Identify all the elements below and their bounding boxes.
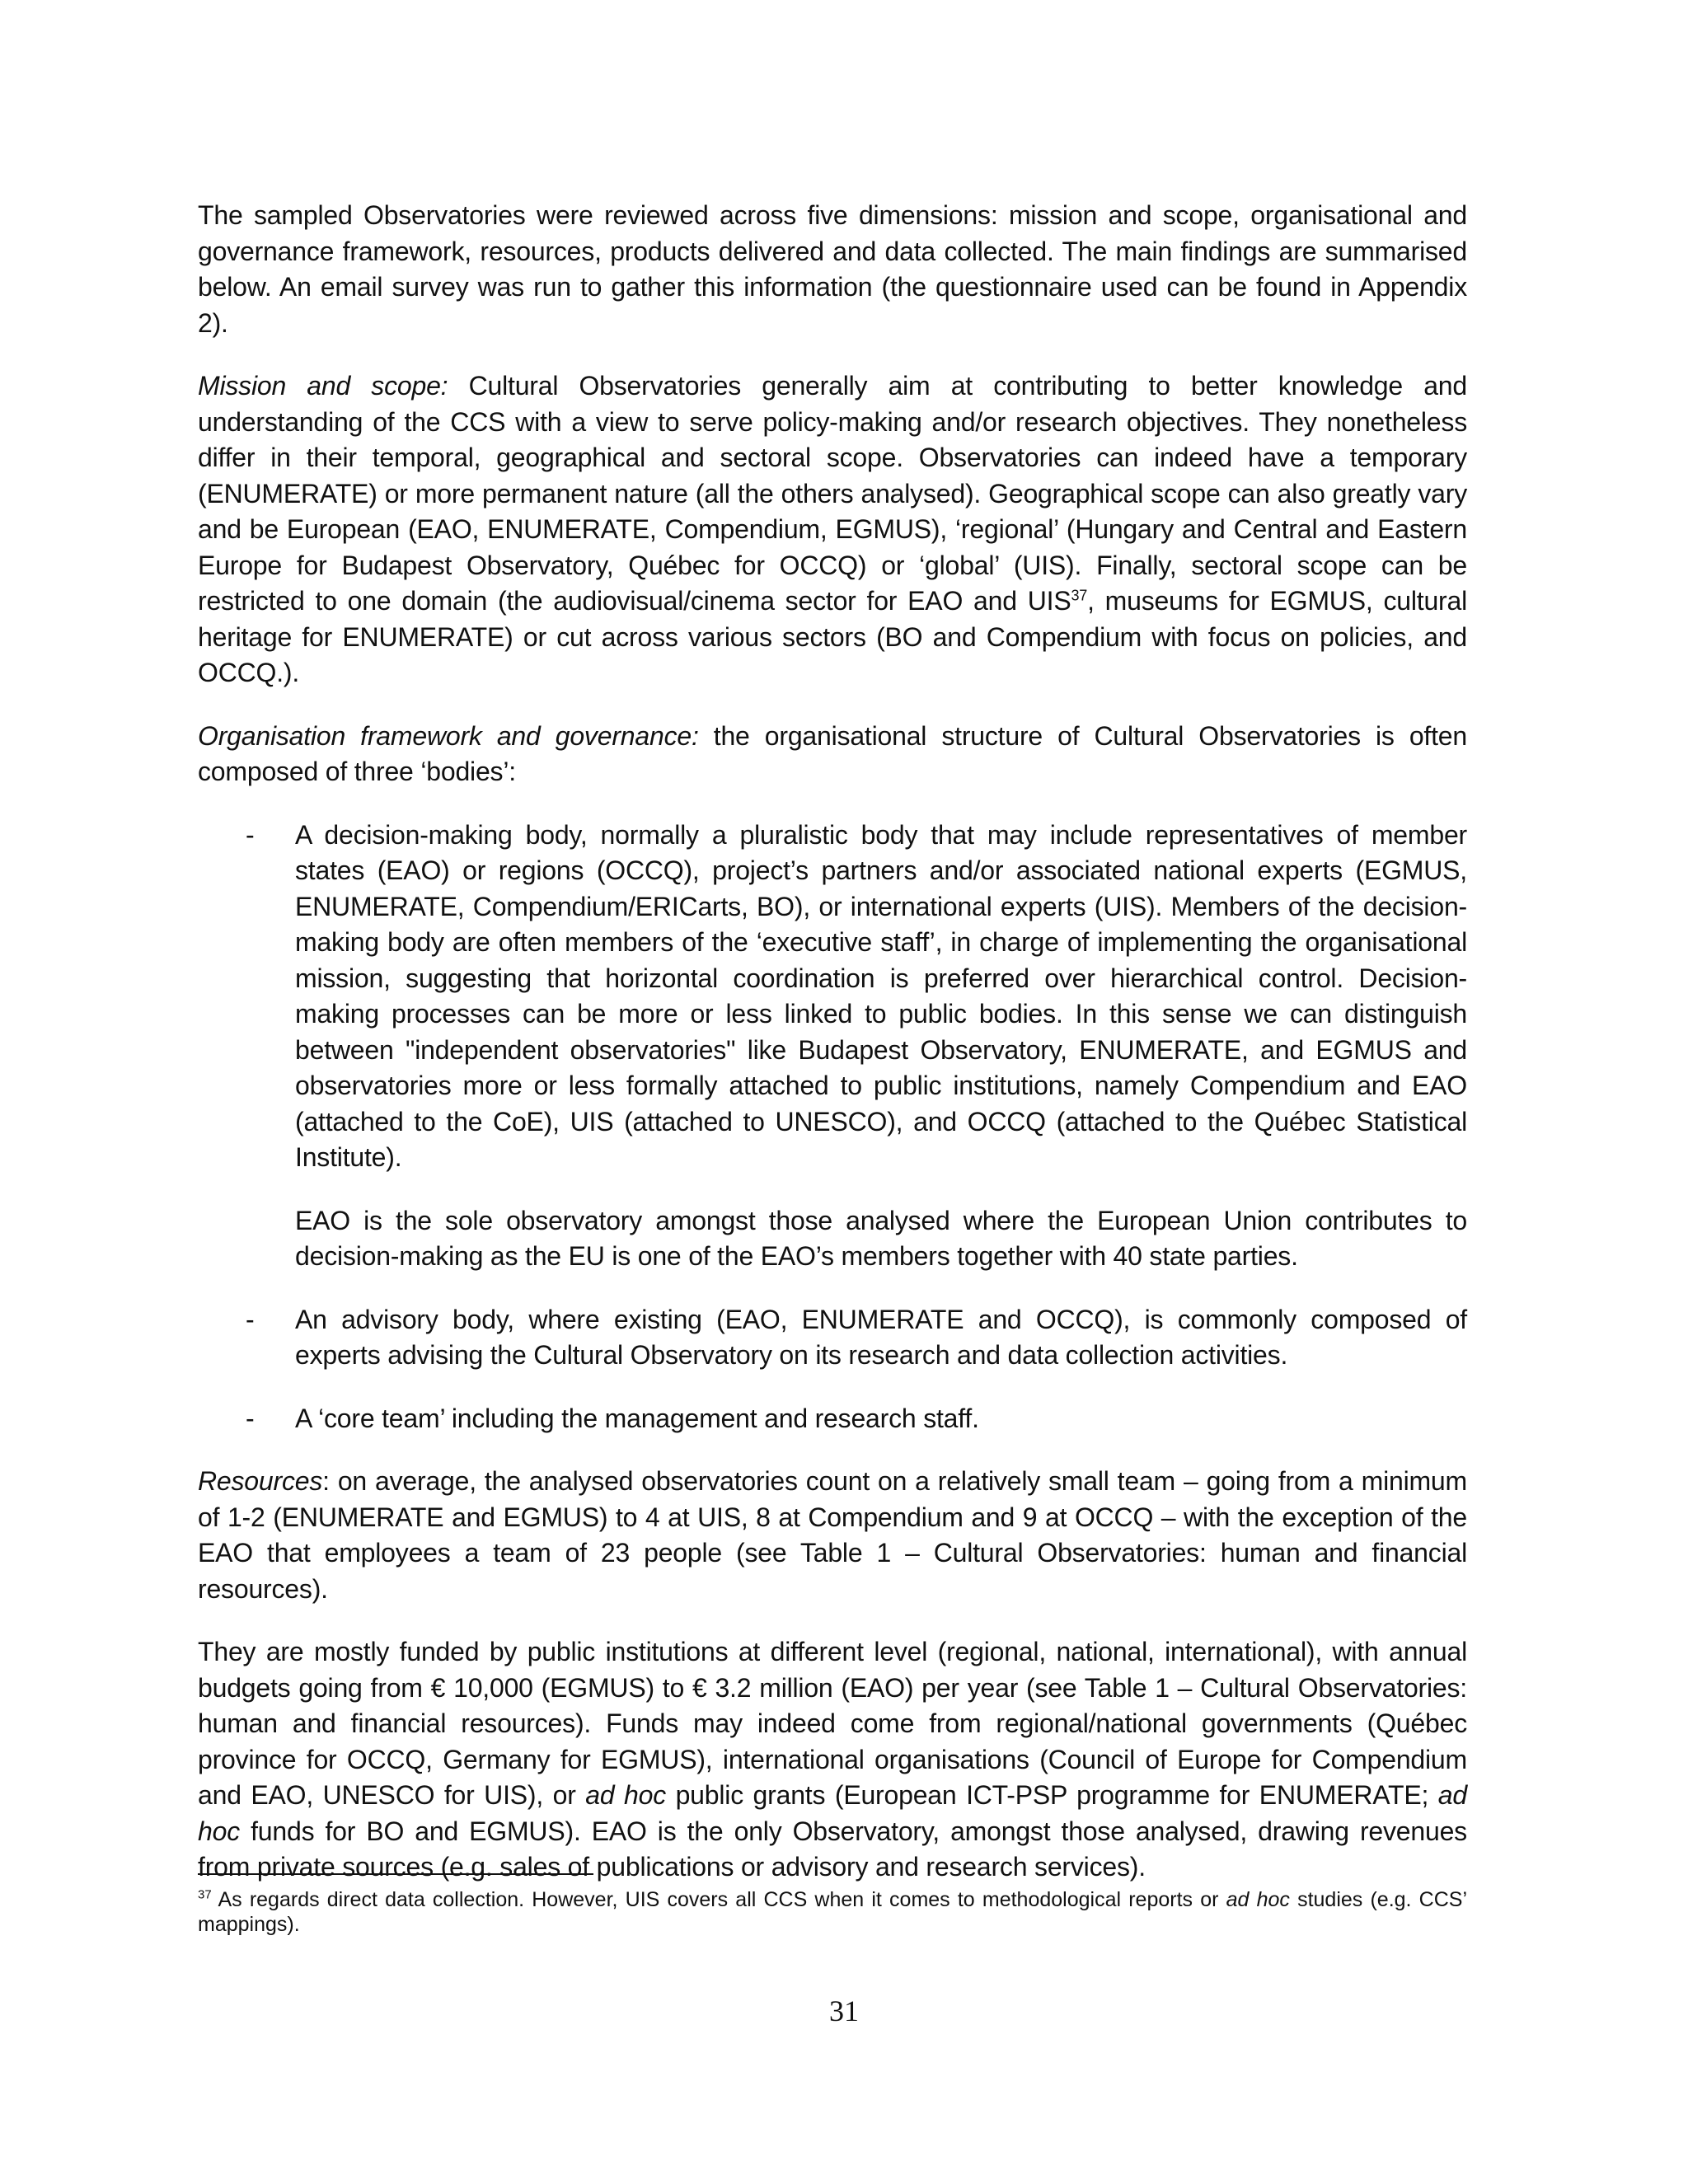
funding-text-3: funds for BO and EGMUS). EAO is the only Observatory, amongst those analysed, drawing revenues from private sources (e.g. sales of publications or advisory and research services). xyxy=(198,1816,1467,1882)
list-item-text: A decision-making body, normally a pluralistic body that may include representatives of member states (EAO) or regions (OCCQ), project’s partners and/or associated national experts (EGMUS, ENUMERATE, Compendium/ERICarts, BO), or international experts (UIS). Members of the decision-making body are often members of the ‘executive staff’, in charge of implementing the organisational mission, suggesting that horizontal coordination is preferred over hierarchical control. Decision-making processes can be more or less linked to public bodies. In this sense we can distinguish between "independent observatories" like Budapest Observatory, ENUMERATE, and EGMUS and observatories more or less formally attached to public institutions, namely Compendium and EAO (attached to the CoE), UIS (attached to UNESCO), and OCCQ (attached to the Québec Statistical Institute). xyxy=(295,819,1467,1172)
footnote-text-1: As regards direct data collection. However, UIS covers all CCS when it comes to methodological reports or xyxy=(211,1888,1226,1911)
funding-italic-1: ad hoc xyxy=(585,1780,667,1810)
funding-text-1: They are mostly funded by public institutions at different level (regional, national, international), with annual budgets going from € 10,000 (EGMUS) to € 3.2 million (EAO) per year (see Table 1 – Cultural Observatories: human and financial resources). Funds may indeed come from regional/national governments (Québec province for OCCQ, Germany for EGMUS), international organisations (Council of Europe for Compendium and EAO, UNESCO for UIS), or xyxy=(198,1637,1467,1810)
bodies-list xyxy=(198,818,1467,1437)
organisation-text: the organisational structure of Cultural Observatories is often composed of three ‘bodies’: xyxy=(198,720,1467,786)
mission-lead: Mission and scope: xyxy=(198,371,448,401)
mission-paragraph xyxy=(198,368,1467,691)
footnote-text-2: studies (e.g. CCS’ mappings). xyxy=(198,1888,1468,1936)
resources-paragraph xyxy=(198,1464,1467,1607)
organisation-paragraph xyxy=(198,719,1467,790)
list-item-advisory-body xyxy=(198,1302,1467,1374)
list-item-text: A ‘core team’ including the management and research staff. xyxy=(295,1403,979,1433)
list-item-extra-text: EAO is the sole observatory amongst those analysed where the European Union contributes to decision-making as the EU is one of the EAO’s members together with 40 state parties. xyxy=(295,1205,1467,1271)
mission-text-2: , museums for EGMUS, cultural heritage for ENUMERATE) or cut across various sectors (BO and Compendium with focus on policies, and OCCQ.). xyxy=(198,586,1467,687)
intro-paragraph: The sampled Observatories were reviewed across five dimensions: mission and scope, organisational and governance framework, resources, products delivered and data collected. The main findings are summarised below. An email survey was run to gather this information (the questionnaire used can be found in Appendix 2). xyxy=(198,200,1467,338)
list-item-core-team xyxy=(198,1401,1467,1437)
resources-text: : on average, the analysed observatories count on a relatively small team – going from a minimum of 1-2 (ENUMERATE and EGMUS) to 4 at UIS, 8 at Compendium and 9 at OCCQ – with the exception of the EAO that employees a team of 23 people (see Table 1 – Cultural Observatories: human and financial resources). xyxy=(198,1466,1467,1604)
footnote-number: 37 xyxy=(198,1887,212,1902)
mission-text-1: Cultural Observatories generally aim at contributing to better knowledge and understanding of the CCS with a view to serve policy-making and/or research objectives. They nonetheless differ in their temporal, geographical and sectoral scope. Observatories can indeed have a temporary (ENUMERATE) or more permanent nature (all the others analysed). Geographical scope can also greatly vary and be European (EAO, ENUMERATE, Compendium, EGMUS), ‘regional’ (Hungary and Central and Eastern Europe for Budapest Observatory, Québec for OCCQ) or ‘global’ (UIS). Finally, sectoral scope can be restricted to one domain (the audiovisual/cinema sector for EAO and UIS xyxy=(198,371,1467,616)
footnote-separator xyxy=(198,1873,593,1875)
footnote xyxy=(198,1887,1467,1937)
resources-lead: Resources xyxy=(198,1466,323,1496)
funding-paragraph xyxy=(198,1634,1467,1886)
bullet-dash: - xyxy=(246,1304,255,1334)
bullet-dash: - xyxy=(246,1403,255,1433)
list-item-text: An advisory body, where existing (EAO, ENUMERATE and OCCQ), is commonly composed of experts advising the Cultural Observatory on its research and data collection activities. xyxy=(295,1304,1467,1370)
footnote-reference[interactable]: 37 xyxy=(1071,587,1088,604)
funding-italic-2: ad hoc xyxy=(198,1780,1467,1846)
footnote-italic: ad hoc xyxy=(1226,1888,1290,1911)
organisation-lead: Organisation framework and governance: xyxy=(198,720,699,751)
bullet-dash: - xyxy=(246,819,255,850)
list-item-decision-body xyxy=(198,818,1467,1275)
document-body xyxy=(198,198,1467,1913)
page-number: 31 xyxy=(829,1994,859,2027)
funding-text-2: public grants (European ICT-PSP programme for ENUMERATE; xyxy=(666,1780,1438,1810)
